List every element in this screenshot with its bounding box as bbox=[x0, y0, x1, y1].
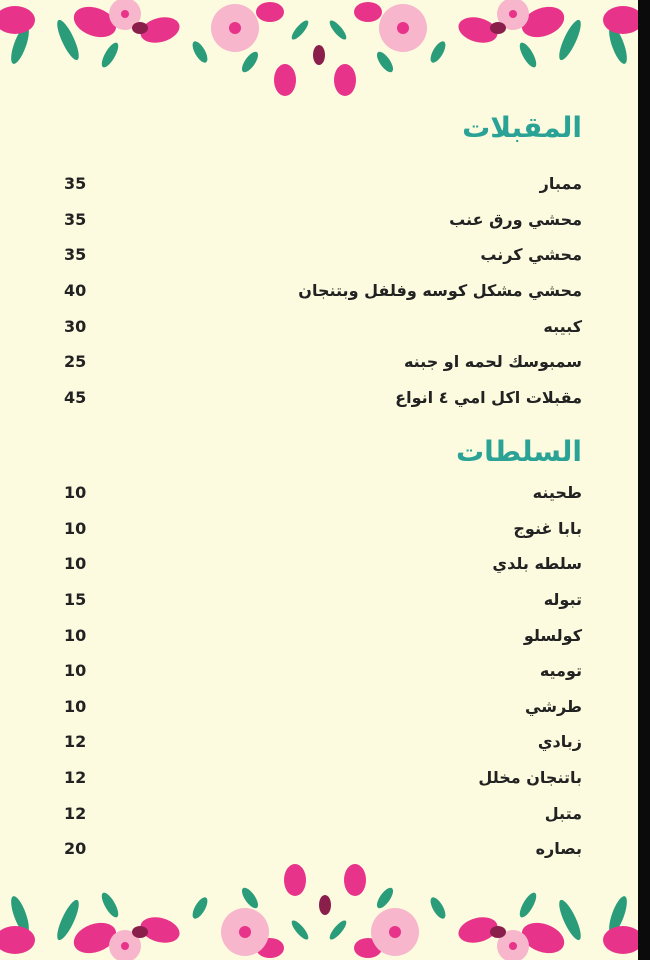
page-edge bbox=[638, 0, 650, 960]
item-name: سمبوسك لحمه او جبنه bbox=[403, 352, 582, 372]
item-name: مقبلات اكل امي ٤ انواع bbox=[395, 387, 582, 407]
item-price: 12 bbox=[64, 803, 87, 823]
menu-item bbox=[64, 760, 582, 796]
menu-item bbox=[64, 166, 582, 202]
menu-item bbox=[64, 511, 582, 547]
item-name: بابا غنوج bbox=[513, 518, 582, 538]
item-name: زبادي bbox=[537, 732, 582, 752]
item-name: محشي مشكل كوسه وفلفل وبتنجان bbox=[298, 281, 582, 301]
menu-item bbox=[64, 237, 582, 273]
item-name: طحينه bbox=[532, 483, 582, 503]
item-name: كولسلو bbox=[523, 625, 582, 645]
item-price: 40 bbox=[64, 281, 87, 301]
menu-item bbox=[64, 724, 582, 760]
floral-pattern bbox=[0, 0, 638, 96]
menu-item bbox=[64, 653, 582, 689]
item-price: 20 bbox=[64, 839, 87, 859]
item-price: 10 bbox=[64, 518, 87, 538]
item-price: 35 bbox=[64, 245, 87, 265]
menu-item bbox=[64, 689, 582, 725]
item-price: 10 bbox=[64, 554, 87, 574]
item-name: كبيبه bbox=[543, 316, 582, 336]
menu-item bbox=[64, 380, 582, 416]
item-name: باتنجان مخلل bbox=[478, 768, 582, 788]
item-price: 25 bbox=[64, 352, 87, 372]
item-price: 10 bbox=[64, 661, 87, 681]
item-price: 30 bbox=[64, 316, 87, 336]
item-name: سلطه بلدي bbox=[492, 554, 582, 574]
item-name: بصاره bbox=[535, 839, 582, 859]
menu-item bbox=[64, 202, 582, 238]
item-price: 10 bbox=[64, 483, 87, 503]
item-price: 10 bbox=[64, 696, 87, 716]
menu-item bbox=[64, 475, 582, 511]
menu-item bbox=[64, 308, 582, 344]
item-price: 15 bbox=[64, 590, 87, 610]
section-title-appetizers: المقبلات bbox=[462, 111, 582, 144]
appetizers-list bbox=[64, 166, 582, 415]
menu-item bbox=[64, 582, 582, 618]
menu-item bbox=[64, 273, 582, 309]
menu-item bbox=[64, 344, 582, 380]
item-price: 35 bbox=[64, 209, 87, 229]
item-price: 12 bbox=[64, 768, 87, 788]
menu-item bbox=[64, 546, 582, 582]
item-name: توميه bbox=[539, 661, 582, 681]
section-title-salads: السلطات bbox=[456, 435, 582, 468]
item-price: 35 bbox=[64, 174, 87, 194]
menu-item bbox=[64, 617, 582, 653]
salads-list bbox=[64, 475, 582, 867]
item-name: محشي كرنب bbox=[480, 245, 582, 265]
floral-border-top bbox=[0, 0, 638, 110]
item-name: تبوله bbox=[543, 590, 582, 610]
menu-item bbox=[64, 795, 582, 831]
item-name: متبل bbox=[544, 803, 582, 823]
floral-border-bottom bbox=[0, 850, 638, 960]
item-name: طرشي bbox=[525, 696, 582, 716]
item-price: 45 bbox=[64, 387, 87, 407]
item-price: 12 bbox=[64, 732, 87, 752]
item-price: 10 bbox=[64, 625, 87, 645]
floral-pattern bbox=[0, 864, 638, 960]
item-name: محشي ورق عنب bbox=[449, 209, 582, 229]
item-name: ممبار bbox=[539, 174, 582, 194]
